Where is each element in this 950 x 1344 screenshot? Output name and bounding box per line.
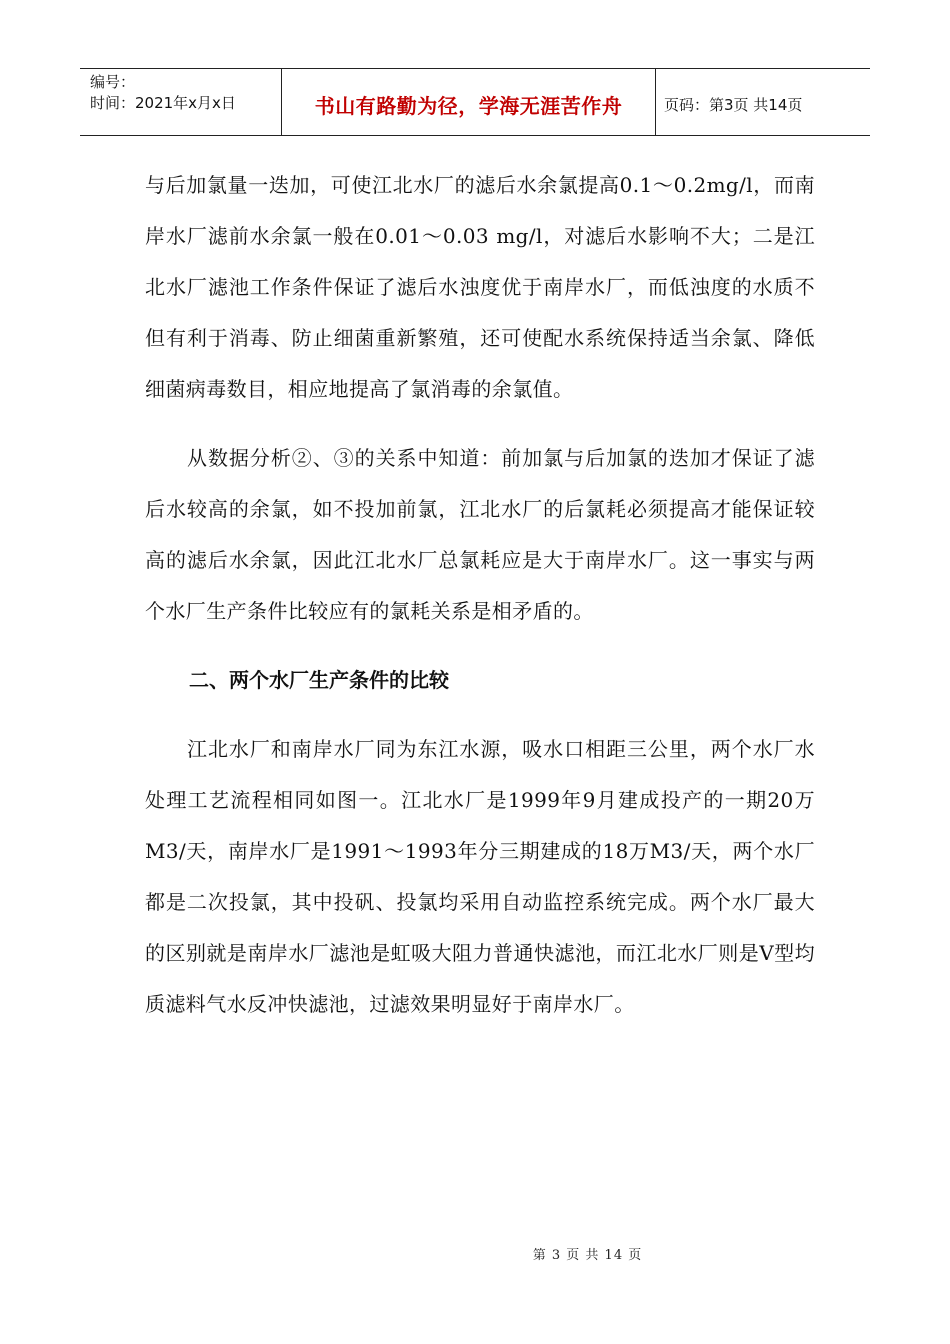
body-paragraph-1: 与后加氯量一迭加，可使江北水厂的滤后水余氯提高0.1～0.2mg/l，而南岸水厂滤前水余氯一般在0.01～0.03 mg/l，对滤后水影响不大；二是江北水厂滤池工作条件保证了滤后水浊度优于南岸水厂，而低浊度的水质不但有利于消毒、防止细菌重新繁殖，还可使配水系统保持适当余氯、降低细菌病毒数目，相应地提高了氯消毒的余氯值。 xyxy=(145,173,815,401)
document-number-label: 编号： xyxy=(90,73,136,91)
document-date: 时间：2021年x月x日 xyxy=(90,94,236,112)
page-header xyxy=(80,68,870,136)
document-body xyxy=(145,160,815,1030)
header-meta-cell xyxy=(80,69,282,135)
paragraph-spacer xyxy=(145,637,815,655)
page-footer: 第 3 页 共 14 页 xyxy=(532,1248,643,1263)
section-heading: 二、两个水厂生产条件的比较 xyxy=(189,668,449,692)
paragraph-spacer xyxy=(145,706,815,724)
header-motto: 书山有路勤为径，学海无涯苦作舟 xyxy=(282,69,656,135)
header-page-info: 页码：第3页 共14页 xyxy=(664,95,803,114)
body-paragraph-3: 江北水厂和南岸水厂同为东江水源，吸水口相距三公里，两个水厂水处理工艺流程相同如图一。江北水厂是1999年9月建成投产的一期20万M3/天，南岸水厂是1991～1993年分三期建成的18万M3/天，两个水厂都是二次投氯，其中投矾、投氯均采用自动监控系统完成。两个水厂最大的区别就是南岸水厂滤池是虹吸大阻力普通快滤池，而江北水厂则是V型均质滤料气水反冲快滤池，过滤效果明显好于南岸水厂。 xyxy=(145,737,815,1016)
body-paragraph-2: 从数据分析②、③的关系中知道：前加氯与后加氯的迭加才保证了滤后水较高的余氯，如不投加前氯，江北水厂的后氯耗必须提高才能保证较高的滤后水余氯，因此江北水厂总氯耗应是大于南岸水厂。这一事实与两个水厂生产条件比较应有的氯耗关系是相矛盾的。 xyxy=(145,446,815,623)
paragraph-spacer xyxy=(145,415,815,433)
